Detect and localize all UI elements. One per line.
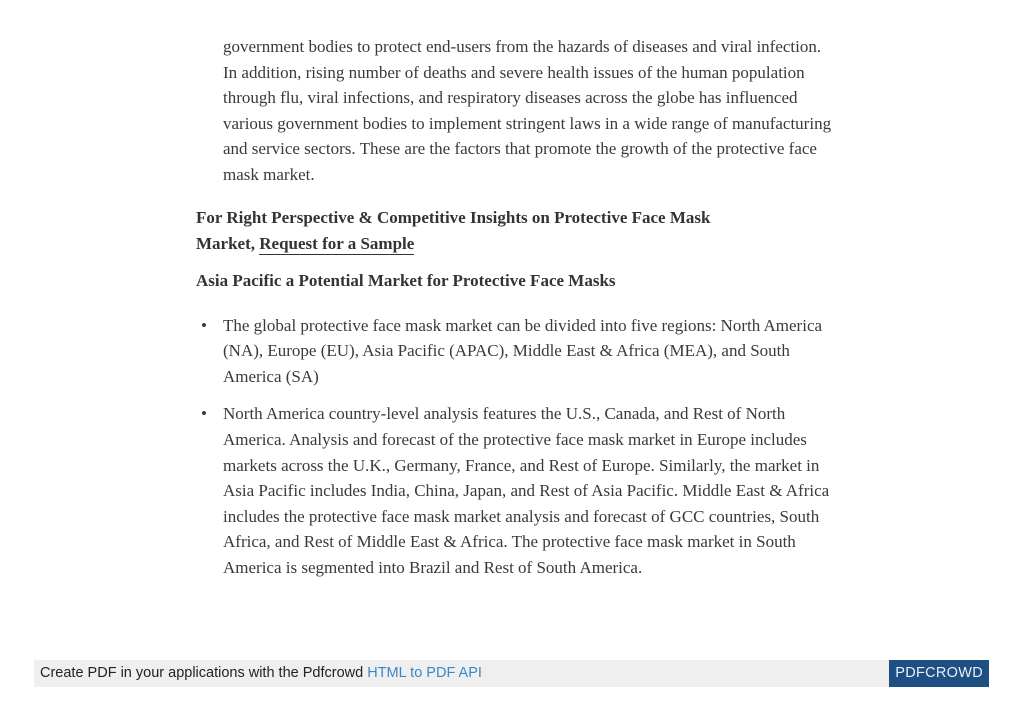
pdfcrowd-footer-bar [34, 660, 989, 687]
bullet-text: North America country-level analysis features the U.S., Canada, and Rest of North America. Analysis and forecast of the protective face mask market in Europe includes markets across the U.K., Germany, France, and Rest of Europe. Similarly, the market in Asia Pacific includes India, China, Japan, and Rest of Asia Pacific. Middle East & Africa includes the protective face mask market analysis and forecast of GCC countries, South Africa, and Rest of Middle East & Africa. The protective face mask market in South America is segmented into Brazil and Rest of South America. [223, 404, 830, 577]
footer-prefix: Create PDF in your applications with the Pdfcrowd [40, 665, 368, 681]
sample-request-callout [196, 205, 756, 257]
list-item [196, 401, 836, 580]
request-sample-link[interactable]: Request for a Sample [259, 233, 415, 253]
section-heading: Asia Pacific a Potential Market for Protective Face Masks [196, 270, 616, 290]
callout-text: For Right Perspective & Competitive Insights on Protective Face Mask Market, [196, 207, 711, 253]
bullet-icon: • [201, 404, 207, 424]
bullet-icon: • [201, 315, 207, 335]
list-item [196, 313, 836, 390]
pdfcrowd-brand-button[interactable]: PDFCROWD [889, 660, 989, 687]
article-content [196, 34, 836, 593]
html-to-pdf-api-link[interactable]: HTML to PDF API [367, 665, 482, 681]
region-bullet-list [196, 313, 836, 581]
bullet-text: The global protective face mask market can be divided into five regions: North America (NA), Europe (EU), Asia Pacific (APAC), Middle East & Africa (MEA), and South America (SA) [223, 315, 823, 386]
intro-paragraph: government bodies to protect end-users from the hazards of diseases and viral infection. In addition, rising number of deaths and severe health issues of the human population through flu, viral infections, and respiratory diseases across the globe has influenced various government bodies to implement stringent laws in a wide range of manufacturing and service sectors. These are the factors that promote the growth of the protective face mask market. [223, 37, 832, 184]
footer-text [40, 665, 482, 681]
